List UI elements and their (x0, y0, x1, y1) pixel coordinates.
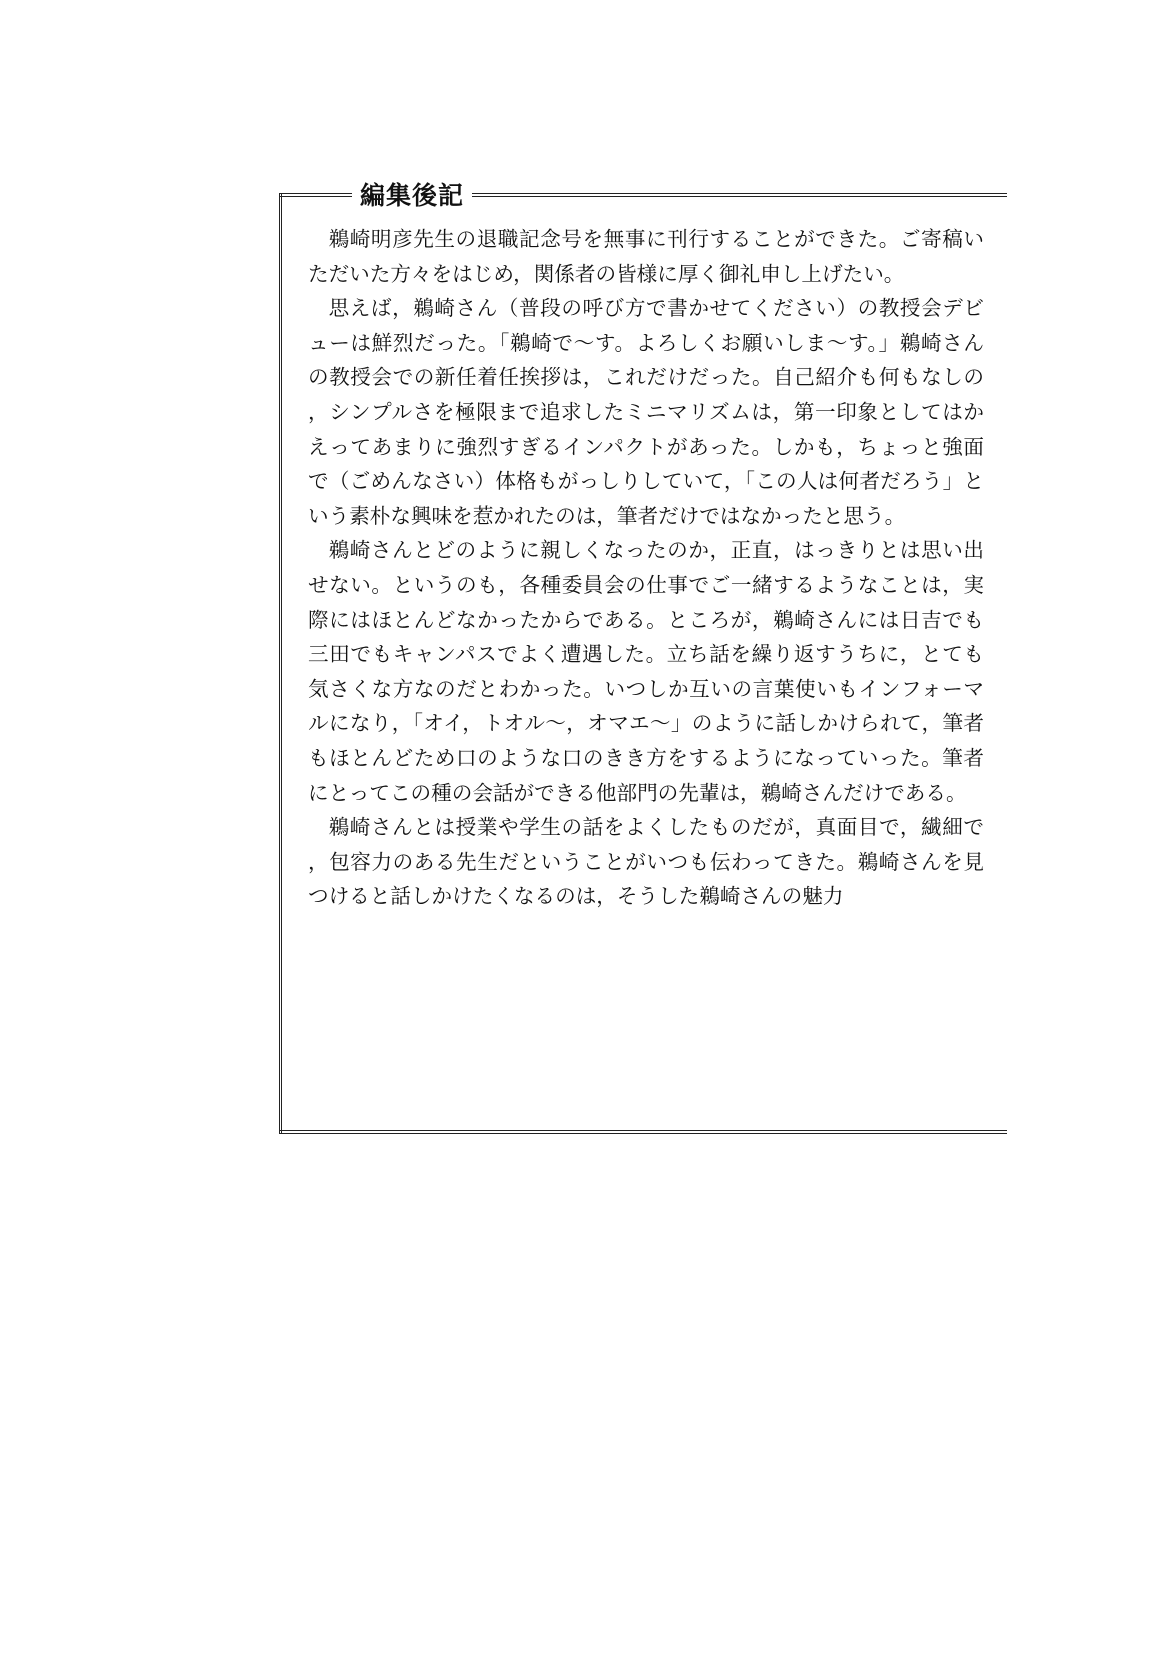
paragraph: 鵜崎さんとどのように親しくなったのか，正直，はっきりとは思い出せない。というのも，各種委員会の仕事でご一緒するようなことは，実際にはほとんどなかったからである。ところが，鵜崎さんには日吉でも三田でもキャンパスでよく遭遇した。立ち話を繰り返すうちに，とても気さくな方なのだとわかった。いつしか互いの言葉使いもインフォーマルになり，「オイ，トオル〜，オマエ〜」のように話しかけられて，筆者もほとんどため口のような口のきき方をするようになっていった。筆者にとってこの種の会話ができる他部門の先輩は，鵜崎さんだけである。 (308, 538, 984, 805)
paragraph: 思えば，鵜崎さん（普段の呼び方で書かせてください）の教授会デビューは鮮烈だった。「鵜崎で〜す。よろしくお願いしま〜す。」鵜崎さんの教授会での新任着任挨拶は，これだけだった。自己紹介も何もなしの，シンプルさを極限まで追求したミニマリズムは，第一印象としてはかえってあまりに強烈すぎるインパクトがあった。しかも，ちょっと強面で（ごめんなさい）体格もがっしりしていて，「この人は何者だろう」という素朴な興味を惹かれたのは，筆者だけではなかったと思う。 (308, 296, 984, 528)
bottom-double-rule (279, 1130, 1007, 1134)
section-heading (352, 181, 472, 211)
section-title: 編集後記 (360, 181, 465, 210)
paragraph: 鵜崎さんとは授業や学生の話をよくしたものだが，真面目で，繊細で，包容力のある先生だということがいつも伝わってきた。鵜崎さんを見つけると話しかけたくなるのは，そうした鵜崎さんの魅力 (308, 815, 984, 909)
paragraph: 鵜崎明彦先生の退職記念号を無事に刊行することができた。ご寄稿いただいた方々をはじめ，関係者の皆様に厚く御礼申し上げたい。 (308, 227, 984, 286)
editorial-body (308, 222, 984, 914)
